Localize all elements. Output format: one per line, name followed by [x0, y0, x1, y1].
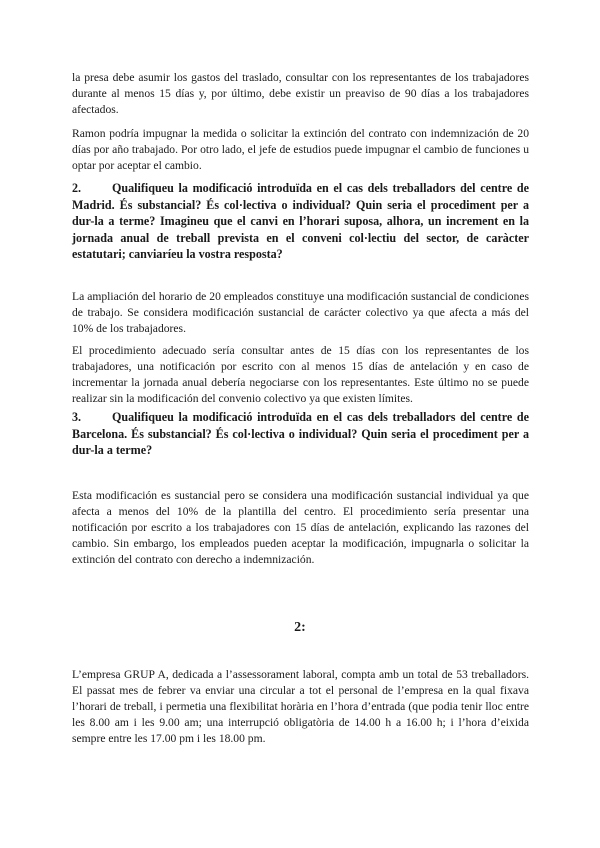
paragraph-ampliacion: La ampliación del horario de 20 empleados constituye una modificación sustancial de condiciones de trabajo. Se considera modificación sustancial de carácter colectivo ya que afecta a más del 10% de los trabajadores. [72, 290, 529, 335]
question-3-text: Qualifiqueu la modificació introduïda en el cas dels treballadors del centre de Barcelona. És substancial? És col·lectiva o individual? Quin seria el procediment per a dur-la a terme? [72, 410, 529, 457]
paragraph-ramon: Ramon podría impugnar la medida o solicitar la extinción del contrato con indemnización de 20 días por año trabajado. Por otro lado, el jefe de estudios puede impugnar el cambio de funciones u optar por aceptar el cambio. [72, 127, 529, 172]
question-3-number: 3. [72, 410, 82, 424]
question-2 [72, 180, 529, 263]
question-3 [72, 409, 529, 459]
paragraph-grup-a: L’empresa GRUP A, dedicada a l’assessorament laboral, compta amb un total de 53 treballadors. El passat mes de febrer va enviar una circular a tot el personal de l’empresa en la qual fixava l’horari de treball, i permetia una flexibilitat horària en l’hora d’entrada (que podia tenir lloc entre les 8.00 am i les 9.00 am; una interrupció obligatòria de 14.00 h a 16.00 h; i l’hora d’eixida sempre entre les 17.00 pm i les 18.00 pm. [72, 668, 529, 745]
section-heading: 2: [294, 620, 306, 635]
question-2-number: 2. [72, 181, 82, 195]
paragraph-traslado: la presa debe asumir los gastos del traslado, consultar con los representantes de los trabajadores durante al menos 15 días y, por último, debe existir un preaviso de 90 días a los trabajadores afectados. [72, 71, 529, 116]
paragraph-procedimiento: El procedimiento adecuado sería consultar antes de 15 días con los representantes de los trabajadores, una notificación por escrito con al menos 15 días de antelación y en caso de incrementar la jornada anual debería negociarse con los representantes. Este último no se puede realizar sin la modificación del convenio colectivo ya que existen límites. [72, 344, 529, 405]
paragraph-individual: Esta modificación es sustancial pero se considera una modificación sustancial individual ya que afecta a menos del 10% de la plantilla del centro. El procedimiento sería presentar una notificación por escrito a los trabajadores con 15 días de antelación, explicando las razones del cambio. Sin embargo, los empleados pueden aceptar la modificación, impugnarla o solicitar la extinción del contrato con derecho a indemnización. [72, 489, 529, 566]
question-2-text: Qualifiqueu la modificació introduïda en el cas dels treballadors del centre de Madrid. És substancial? És col·lectiva o individual? Quin seria el procediment per a dur-la a terme? Imagineu que el canvi en l’horari suposa, alhora, un increment en la jornada anual de treball prevista en el conveni col·lectiu del sector, de caràcter estatutari; canviaríeu la vostra resposta? [72, 181, 529, 261]
